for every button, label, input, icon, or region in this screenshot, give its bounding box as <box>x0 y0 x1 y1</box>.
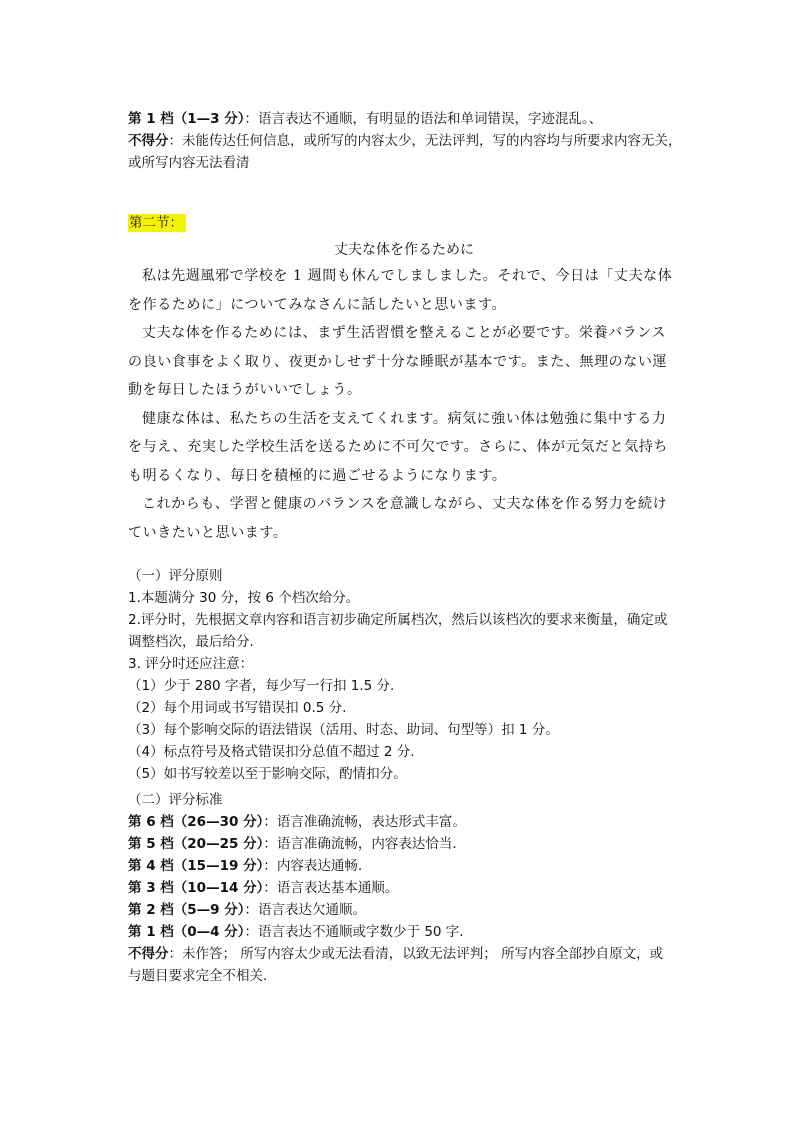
principle-item-1: 1.本题满分 30 分，按 6 个档次给分。 <box>128 590 360 606</box>
zero-score-text-1: ：未能传达任何信息，或所写的内容太少，无法评判，写的内容均与所要求内容无关， <box>168 133 682 149</box>
zero-score-label: 不得分 <box>128 946 169 962</box>
grade-line <box>128 811 680 833</box>
essay-paragraph: 丈夫な体を作るためには、まず生活習慣を整えることが必要です。栄養バランスの良い食事をよく取り、夜更かしせず十分な睡眠が基本です。また、無理のない運動を毎日したほうがいいでしょう。 <box>128 325 668 398</box>
section2-heading: 第二节： <box>128 214 186 232</box>
grade-label: 第 4 档（15—19 分） <box>128 858 264 874</box>
grade-line <box>128 899 680 921</box>
zero-score-text-1: ：未作答； 所写内容太少或无法看清，以致无法评判； 所写内容全部抄自原文，或 <box>168 946 664 962</box>
zero-score-line-2: 与题目要求完全不相关. <box>128 968 268 984</box>
grade-line <box>128 855 680 877</box>
grade1-line <box>128 108 680 130</box>
principle-sub-item: （2）每个用词或书写错误扣 0.5 分. <box>128 700 347 716</box>
section2-heading-block <box>128 212 680 234</box>
grade-label: 第 5 档（20—25 分） <box>128 836 264 852</box>
grade-label: 第 2 档（5—9 分） <box>128 902 245 918</box>
essay-paragraph: 私は先週風邪で学校を 1 週間も休んでしましました。それで、今日は「丈夫な体を作るために」についてみなさんに話したいと思います。 <box>128 268 673 313</box>
principle-sub-item: （5）如书写较差以至于影响交际，酌情扣分。 <box>128 766 407 782</box>
grade-text: ：内容表达通畅. <box>263 858 363 874</box>
principle-item-2-line-2: 调整档次，最后给分. <box>128 634 254 650</box>
grade-label: 第 6 档（26—30 分） <box>128 814 264 830</box>
top-grade-block <box>128 108 680 174</box>
standards-block <box>128 789 680 987</box>
grade-text: ：语言表达欠通顺。 <box>244 902 367 918</box>
standards-heading: （二）评分标准 <box>128 792 223 808</box>
principle-sub-item: （3）每个影响交际的语法错误（活用、时态、助词、句型等）扣 1 分。 <box>128 722 559 738</box>
principles-heading: （一）评分原则 <box>128 568 223 584</box>
zero-score-line-2: 或所写内容无法看清 <box>128 155 250 171</box>
principle-sub-item: （1）少于 280 字者，每少写一行扣 1.5 分. <box>128 678 395 694</box>
principle-sub-item: （4）标点符号及格式错误扣分总值不超过 2 分. <box>128 744 415 760</box>
essay-title: 丈夫な体を作るために <box>334 242 474 258</box>
principle-item-3: 3. 评分时还应注意： <box>128 656 254 672</box>
essay-paragraph: 健康な体は、私たちの生活を支えてくれます。病気に強い体は勉強に集中する力を与え、充実した学校生活を送るために不可欠です。さらに、体が元気だと気持ちも明るくなり、毎日を積極的に過ごせるようになります。 <box>128 410 668 484</box>
zero-score-label: 不得分 <box>128 133 169 149</box>
principle-item-2-line-1: 2.评分时，先根据文章内容和语言初步确定所属档次，然后以该档次的要求来衡量，确定或 <box>128 612 668 628</box>
essay-paragraph: これからも、学習と健康のバランスを意識しながら、丈夫な体を作る努力を続けていきたいと思います。 <box>128 496 668 541</box>
zero-score-line <box>128 943 680 965</box>
grade-text: ：语言表达基本通顺。 <box>263 880 399 896</box>
grade-text: ：语言表达不通顺或字数少于 50 字. <box>244 924 464 940</box>
essay-body <box>128 262 674 547</box>
grade-text: ：语言准确流畅，表达形式丰富。 <box>263 814 466 830</box>
grade-label: 第 3 档（10—14 分） <box>128 880 264 896</box>
grade-line <box>128 833 680 855</box>
principles-block <box>128 565 680 785</box>
grade1-text: ：语言表达不通顺，有明显的语法和单词错误，字迹混乱。、 <box>244 111 603 127</box>
grade-text: ：语言准确流畅，内容表达恰当. <box>263 836 457 852</box>
grade-line <box>128 921 680 943</box>
grade-line <box>128 877 680 899</box>
zero-score-line <box>128 130 680 152</box>
grade-label: 第 1 档（0—4 分） <box>128 924 245 940</box>
grade1-label: 第 1 档（1—3 分） <box>128 111 245 127</box>
